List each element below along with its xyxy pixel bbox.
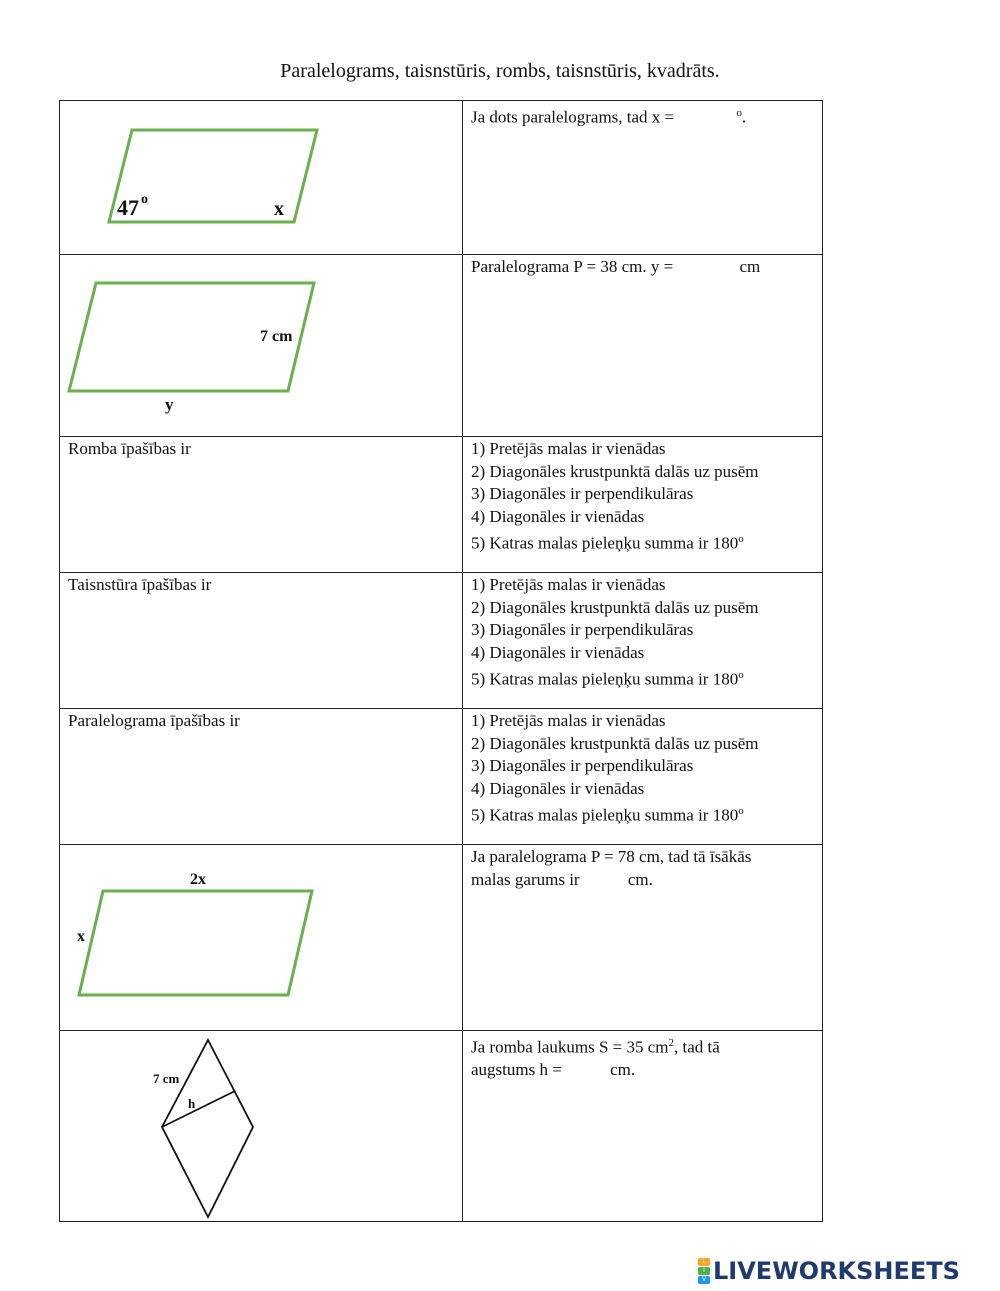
question-prefix: Ja dots paralelograms, tad x = [471,107,679,127]
question-line [471,869,814,892]
table-row [60,573,823,709]
options-cell [463,709,823,845]
logo-letter-l: L [698,1258,710,1266]
question-tail: . [741,107,747,127]
table-row [60,255,823,437]
question-text [463,845,822,892]
rhombus-figure [60,1031,463,1221]
options-list [463,709,822,828]
logo-wordmark: LIVEWORKSHEETS [713,1257,960,1285]
property-label: Romba īpašības ir [68,439,191,458]
question-line [471,1032,814,1059]
option-item[interactable]: 1) Pretējās malas ir vienādas [471,575,666,594]
parallelogram-figure-1 [60,101,463,254]
table-row [60,1031,823,1222]
figure-cell [60,255,463,437]
height-label: h [188,1096,196,1111]
figure-cell [60,1031,463,1222]
question-prefix: Paralelograma P = 38 cm. y = [471,257,678,276]
option-item[interactable]: 1) Pretējās malas ir vienādas [471,711,666,730]
worksheet-title: Paralelograms, taisnstūris, rombs, taisnstūris, kvadrāts. [280,60,720,82]
question-line [471,1059,814,1082]
x-label: x [274,198,284,220]
question-suffix: , tad tā [674,1037,720,1057]
logo-letter-v: V [698,1276,710,1284]
option-item[interactable]: 4) Diagonāles ir vienādas [471,506,645,526]
property-label: Paralelograma īpašības ir [68,711,240,730]
unit-label: cm [739,257,761,276]
degree-sign: o [736,107,742,119]
option-item[interactable]: 3) Diagonāles ir perpendikulāras [471,756,694,775]
property-label-cell [60,437,463,573]
option-item[interactable]: 3) Diagonāles ir perpendikulāras [471,620,694,639]
question-cell [463,845,823,1031]
table-row [60,437,823,573]
unit-label: cm. [610,1060,636,1080]
height-line [162,1091,235,1127]
liveworksheets-logo[interactable] [698,1256,960,1286]
worksheet-table [59,100,823,1222]
options-list [463,573,822,692]
parallelogram-figure-3 [60,845,463,1030]
option-item[interactable]: 2) Diagonāles krustpunktā dalās uz pusēm [471,733,759,753]
side-length-label: 7 cm [153,1071,180,1086]
options-cell [463,573,823,709]
property-label-cell [60,573,463,709]
degree-sign: o [738,805,744,817]
question-prefix: malas garums ir [471,869,584,889]
figure-cell [60,845,463,1031]
option-text: 5) Katras malas pieleņķu summa ir 180 [471,533,739,553]
option-item[interactable]: 4) Diagonāles ir vienādas [471,642,645,662]
parallelogram-shape [109,130,317,222]
property-label: Taisnstūra īpašības ir [68,575,212,594]
option-item[interactable]: 2) Diagonāles krustpunktā dalās uz pusēm [471,597,759,617]
superscript-2: 2 [668,1037,675,1049]
question-line: Ja paralelograma P = 78 cm, tad tā īsākās [471,847,752,866]
question-prefix: augstums h = [471,1060,567,1080]
question-cell [463,255,823,437]
angle-degree-sign: o [141,192,148,207]
logo-letter-i: I [698,1267,710,1275]
option-item[interactable]: 1) Pretējās malas ir vienādas [471,439,666,458]
option-item[interactable]: 4) Diagonāles ir vienādas [471,778,645,798]
degree-sign: o [738,533,744,545]
parallelogram-shape [79,891,312,995]
question-cell [463,1031,823,1222]
rhombus-shape [162,1040,253,1217]
figure-cell [60,101,463,255]
options-list [463,437,822,556]
degree-sign: o [738,669,744,681]
option-item[interactable] [471,528,814,555]
option-item[interactable] [471,664,814,691]
option-text: 5) Katras malas pieleņķu summa ir 180 [471,669,739,689]
left-side-label: x [77,928,85,945]
option-item[interactable]: 3) Diagonāles ir perpendikulāras [471,484,694,503]
property-label-cell [60,709,463,845]
top-side-label: 2x [190,871,206,888]
question-cell [463,101,823,255]
option-item[interactable] [471,800,814,827]
angle-label: 47 [117,195,139,220]
unit-label: cm. [627,869,653,889]
table-row [60,845,823,1031]
question-text [463,255,822,280]
logo-icon [698,1258,710,1284]
question-text [463,101,822,130]
table-row [60,709,823,845]
table-row [60,101,823,255]
option-text: 5) Katras malas pieleņķu summa ir 180 [471,805,739,825]
parallelogram-figure-2 [60,255,463,436]
question-text [463,1031,822,1083]
options-cell [463,437,823,573]
option-item[interactable]: 2) Diagonāles krustpunktā dalās uz pusēm [471,461,759,481]
side-length-label: 7 cm [260,328,293,345]
question-prefix: Ja romba laukums S = 35 cm [471,1037,669,1057]
y-label: y [165,395,174,414]
